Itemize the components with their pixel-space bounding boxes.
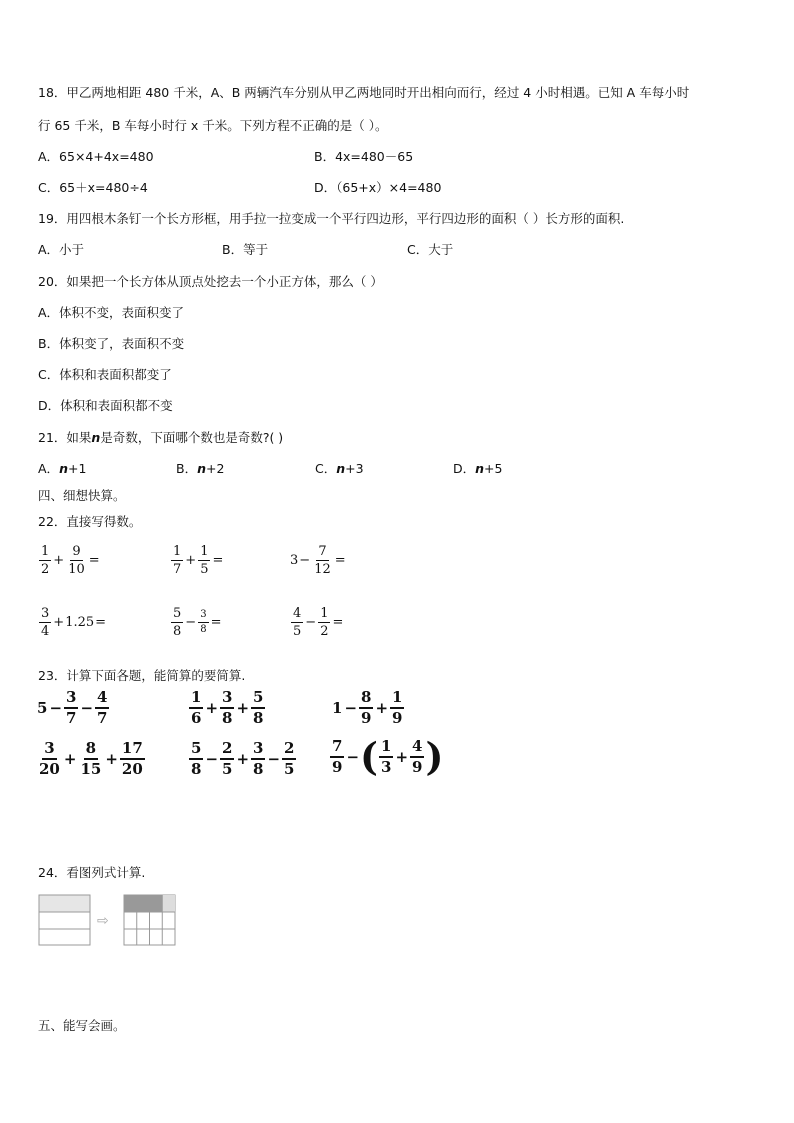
q23-expr-5: $\frac{5}{8}$ − $\frac{2}{5}$ + $\frac{3}{8}$ − $\frac{2}{5}$ [191,739,295,778]
q20-option-d[interactable]: D．体积和表面积都不变 [38,398,173,413]
q22-expr-3: 3 − $\frac{7}{12}$ = [290,544,346,577]
q23-expr-4: $\frac{3}{20}$ + $\frac{8}{15}$ + $\frac{17}{20}$ [39,739,143,778]
figure-right-grid [124,895,175,945]
q22-expr-2: $\frac{1}{7}$ + $\frac{1}{5}$ = [173,544,224,577]
q22-expr-1: $\frac{1}{2}$ + $\frac{9}{10}$ = [41,544,100,577]
q23-expr-3: 1 − $\frac{8}{9}$ + $\frac{1}{9}$ [332,688,403,727]
q18-line1: 18．甲乙两地相距 480 千米，A、B 两辆汽车分别从甲乙两地同时开出相向而行，经过 4 小时相遇。已知 A 车每小时 [38,85,690,100]
q24-title: 24．看图列式计算. [38,865,146,880]
q21-option-a[interactable]: A．n+1 [38,461,87,476]
arrow-icon: ⇨ [97,913,109,929]
q21-option-c[interactable]: C．n+3 [315,461,364,476]
q18-option-d[interactable]: D．（65+x）×4=480 [314,180,442,195]
q19-option-b[interactable]: B．等于 [222,242,269,257]
q21-option-d[interactable]: D．n+5 [453,461,503,476]
q21-text: 21．如果n是奇数，下面哪个数也是奇数?( ) [38,430,284,445]
q22-title: 22．直接写得数。 [38,514,142,529]
q20-text: 20．如果把一个长方体从顶点处挖去一个小正方体，那么（ ） [38,274,383,289]
q20-option-a[interactable]: A．体积不变，表面积变了 [38,305,185,320]
q22-expr-4: $\frac{3}{4}$ + 1.25 = [41,606,107,639]
q18-option-c[interactable]: C．65＋x=480÷4 [38,180,148,195]
q21-option-b[interactable]: B．n+2 [176,461,225,476]
q18-option-b[interactable]: B．4x=480－65 [314,149,414,164]
q24-figure [38,893,180,947]
q18-option-a[interactable]: A．65×4+4x=480 [38,149,154,164]
q23-expr-6: $\frac{7}{9}$ − ( $\frac{1}{3}$ + $\frac{4}{9}$ ) [332,734,444,779]
q23-expr-1: 5 − $\frac{3}{7}$ − $\frac{4}{7}$ [37,688,108,727]
q18-line2: 行 65 千米，B 车每小时行 x 千米。下列方程不正确的是（ ）。 [38,118,388,133]
q22-expr-5: $\frac{5}{8}$ − $\frac{3}{8}$ = [173,606,222,639]
figure-left-rectangle [39,895,90,945]
section-four-heading: 四、细想快算。 [38,488,126,503]
q23-expr-2: $\frac{1}{6}$ + $\frac{3}{8}$ + $\frac{5}{8}$ [191,688,264,727]
q19-text: 19．用四根木条钉一个长方形框，用手拉一拉变成一个平行四边形，平行四边形的面积（ ）长方形的面积. [38,211,625,226]
q22-expr-6: $\frac{4}{5}$ − $\frac{1}{2}$ = [293,606,344,639]
q23-title: 23．计算下面各题，能简算的要简算. [38,668,246,683]
q20-option-b[interactable]: B．体积变了，表面积不变 [38,336,185,351]
q19-option-a[interactable]: A．小于 [38,242,85,257]
q20-option-c[interactable]: C．体积和表面积都变了 [38,367,172,382]
q19-option-c[interactable]: C．大于 [407,242,454,257]
section-five-heading: 五、能写会画。 [38,1018,126,1033]
